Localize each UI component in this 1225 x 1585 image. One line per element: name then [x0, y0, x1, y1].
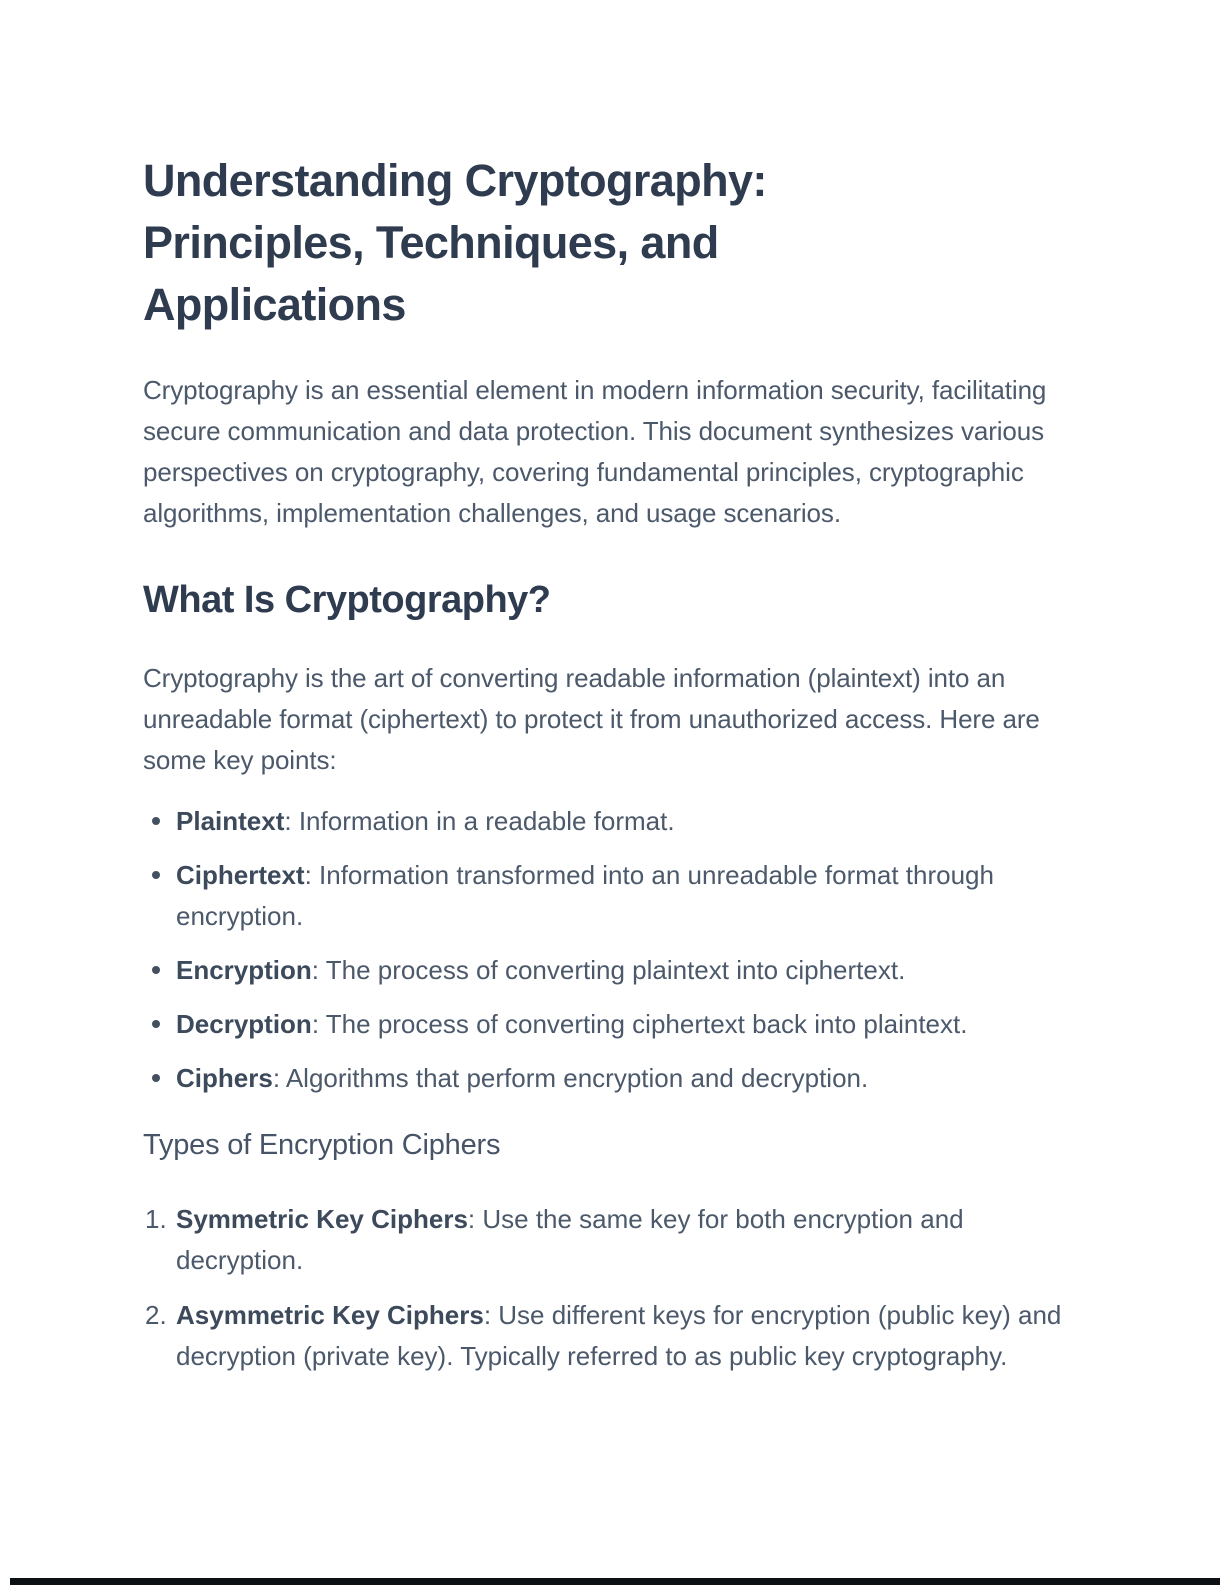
term-label: Plaintext — [176, 806, 285, 836]
term-label: Asymmetric Key Ciphers — [176, 1300, 484, 1330]
section-heading-what-is-cryptography: What Is Cryptography? — [143, 579, 551, 621]
list-item — [176, 1058, 1090, 1099]
list-item — [176, 801, 1090, 842]
item-description: : Use different keys for encryption (public key) and decryption (private key). Typically referred to as public key cryptography. — [176, 1300, 1062, 1371]
item-description: : The process of converting plaintext into ciphertext. — [311, 955, 906, 985]
list-item — [176, 950, 1090, 991]
term-label: Symmetric Key Ciphers — [176, 1204, 468, 1234]
term-label: Encryption — [176, 955, 312, 985]
what-is-paragraph: Cryptography is the art of converting readable information (plaintext) into an unreadable format (ciphertext) to protect it from unauthorized access. Here are some key points: — [143, 663, 1040, 775]
term-label: Ciphers — [176, 1063, 273, 1093]
list-number: 1. — [145, 1204, 167, 1234]
cipher-types-list — [143, 1199, 1090, 1377]
key-points-list — [143, 801, 1090, 1099]
item-description: : Information in a readable format. — [284, 806, 675, 836]
list-item — [176, 855, 1090, 937]
list-number: 2. — [145, 1300, 167, 1330]
item-description: : Algorithms that perform encryption and decryption. — [272, 1063, 869, 1093]
list-item — [176, 1004, 1090, 1045]
item-description: : Information transformed into an unreadable format through encryption. — [176, 860, 994, 931]
numbered-list-item — [143, 1295, 1090, 1377]
term-label: Ciphertext — [176, 860, 305, 890]
term-label: Decryption — [176, 1009, 312, 1039]
item-description: : The process of converting ciphertext back into plaintext. — [311, 1009, 968, 1039]
page-title: Understanding Cryptography: Principles, Techniques, and Applications — [143, 155, 767, 330]
numbered-list-item — [143, 1199, 1090, 1281]
intro-paragraph: Cryptography is an essential element in modern information security, facilitating secure communication and data protection. This document synthesizes various perspectives on cryptography, covering fundamental principles, cryptographic algorithms, implementation challenges, and usage scenarios. — [143, 375, 1047, 528]
subsection-heading-types-of-encryption-ciphers: Types of Encryption Ciphers — [143, 1129, 501, 1161]
next-block-top-edge — [10, 1578, 1220, 1585]
item-description: : Use the same key for both encryption and decryption. — [176, 1204, 964, 1275]
